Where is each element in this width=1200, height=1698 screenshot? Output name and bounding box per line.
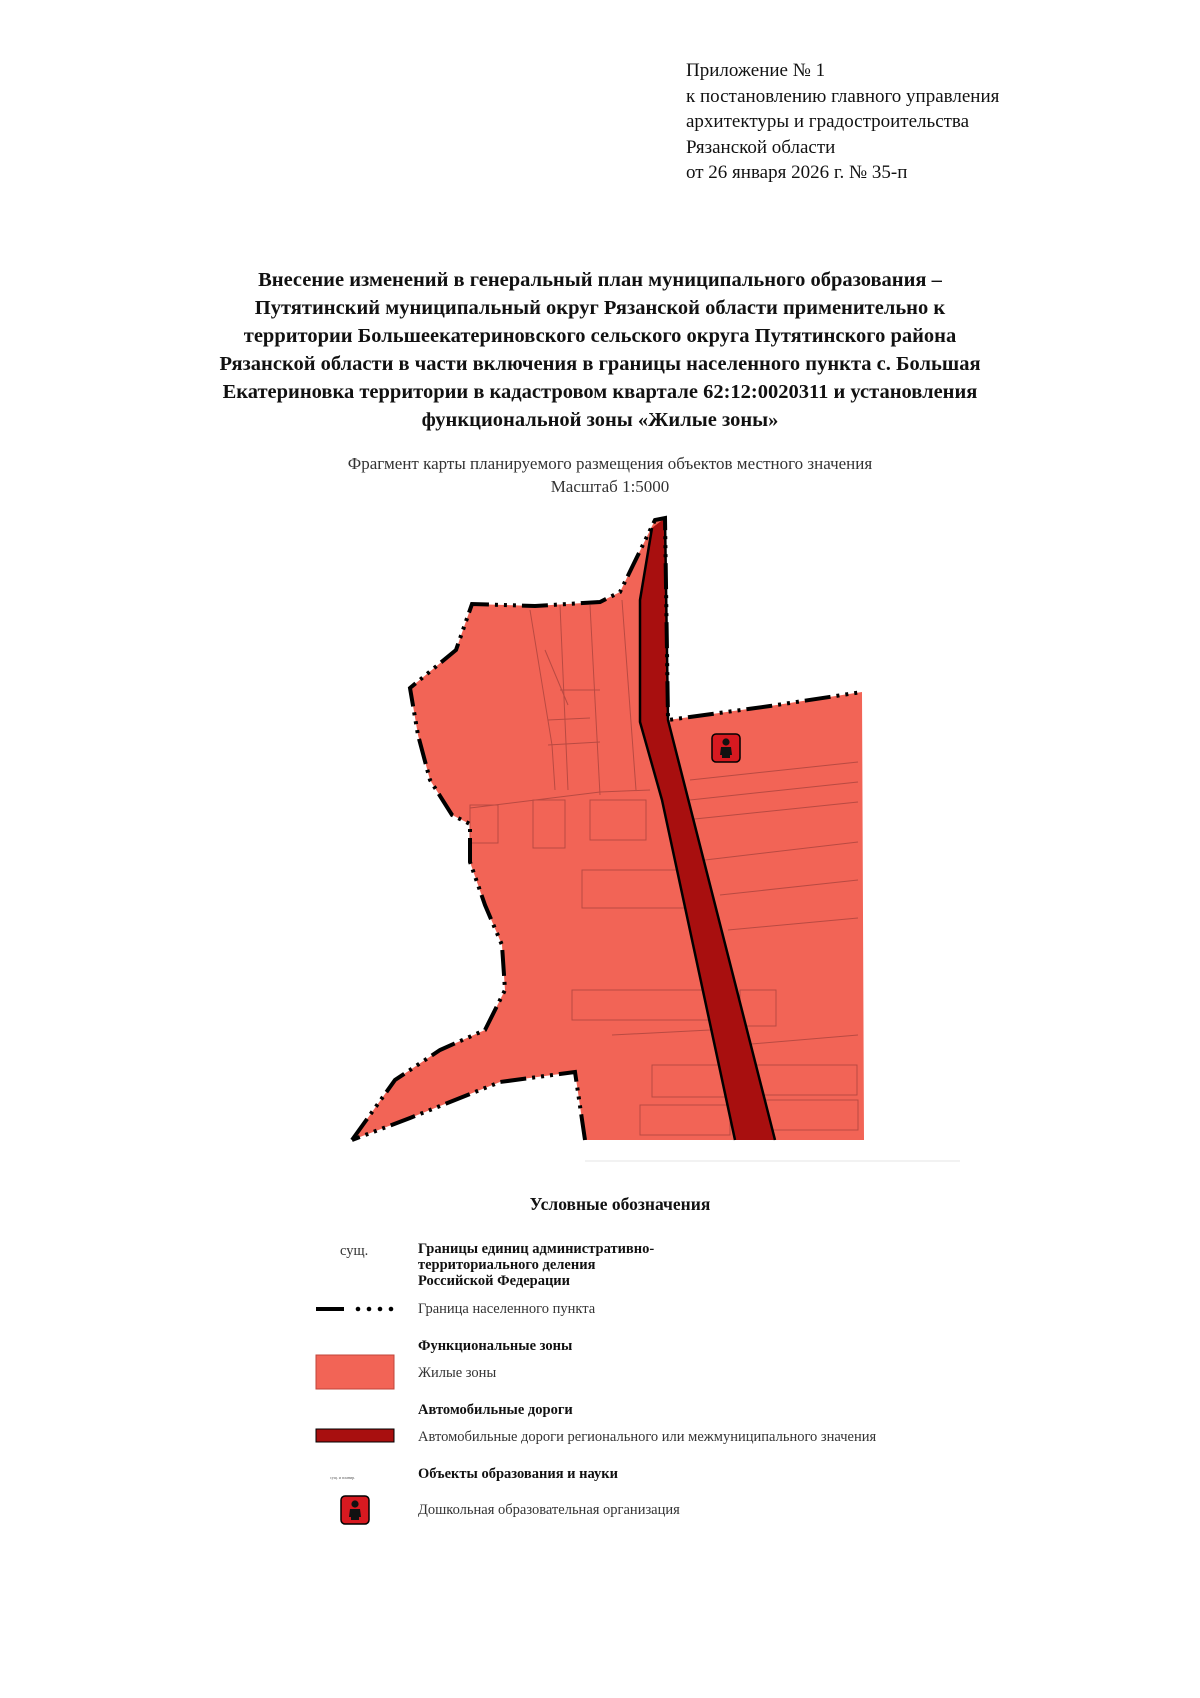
residential-zone <box>352 518 864 1140</box>
legend-roads-header: Автомобильные дороги <box>418 1402 573 1418</box>
legend-road-label: Автомобильные дороги регионального или межмуниципального значения <box>418 1429 877 1445</box>
legend-admin-header-line: Границы единиц административно- <box>418 1241 655 1257</box>
legend-residential-swatch <box>316 1355 394 1389</box>
map-caption-text: Фрагмент карты планируемого размещения объектов местного значения <box>347 454 873 473</box>
appendix-line: Приложение № 1 <box>686 60 826 81</box>
title-line: функциональной зоны «Жилые зоны» <box>421 409 779 431</box>
legend-preschool-label: Дошкольная образовательная организация <box>418 1502 680 1518</box>
legend-residential-label: Жилые зоны <box>418 1365 497 1381</box>
legend-road-swatch <box>316 1429 394 1442</box>
preschool-icon[interactable] <box>712 734 740 762</box>
appendix-line: от 26 января 2026 г. № 35-п <box>686 162 908 183</box>
legend-education-header: Объекты образования и науки <box>418 1466 618 1482</box>
legend-admin-header <box>418 1241 654 1289</box>
appendix-line: Рязанской области <box>686 136 836 158</box>
legend-icon-prefix: сущ. и планир. <box>330 1475 356 1480</box>
legend-admin-prefix: сущ. <box>340 1243 369 1259</box>
legend-admin-header-line: Российской Федерации <box>418 1273 571 1289</box>
title-line: Внесение изменений в генеральный план муниципального образования – <box>258 269 942 291</box>
appendix-line: архитектуры и градостроительства <box>686 111 970 132</box>
title-line: Екатериновка территории в кадастровом квартале 62:12:0020311 и установления <box>222 381 978 403</box>
legend-boundary-symbol <box>316 1307 393 1312</box>
map-scale: Масштаб 1:5000 <box>550 477 670 496</box>
title-line: Путятинский муниципальный округ Рязанской области применительно к <box>254 297 946 319</box>
title-line: территории Большеекатериновского сельского округа Путятинского района <box>243 325 957 347</box>
legend-zones-header: Функциональные зоны <box>418 1338 573 1354</box>
legend-title: Условные обозначения <box>529 1194 711 1214</box>
title-line: Рязанской области в части включения в границы населенного пункта с. Большая <box>219 353 981 375</box>
legend-boundary-label: Граница населенного пункта <box>418 1301 596 1317</box>
appendix-line: к постановлению главного управления <box>686 85 1000 107</box>
legend-preschool-icon <box>341 1496 369 1524</box>
legend-admin-header-line: территориального деления <box>418 1257 596 1273</box>
